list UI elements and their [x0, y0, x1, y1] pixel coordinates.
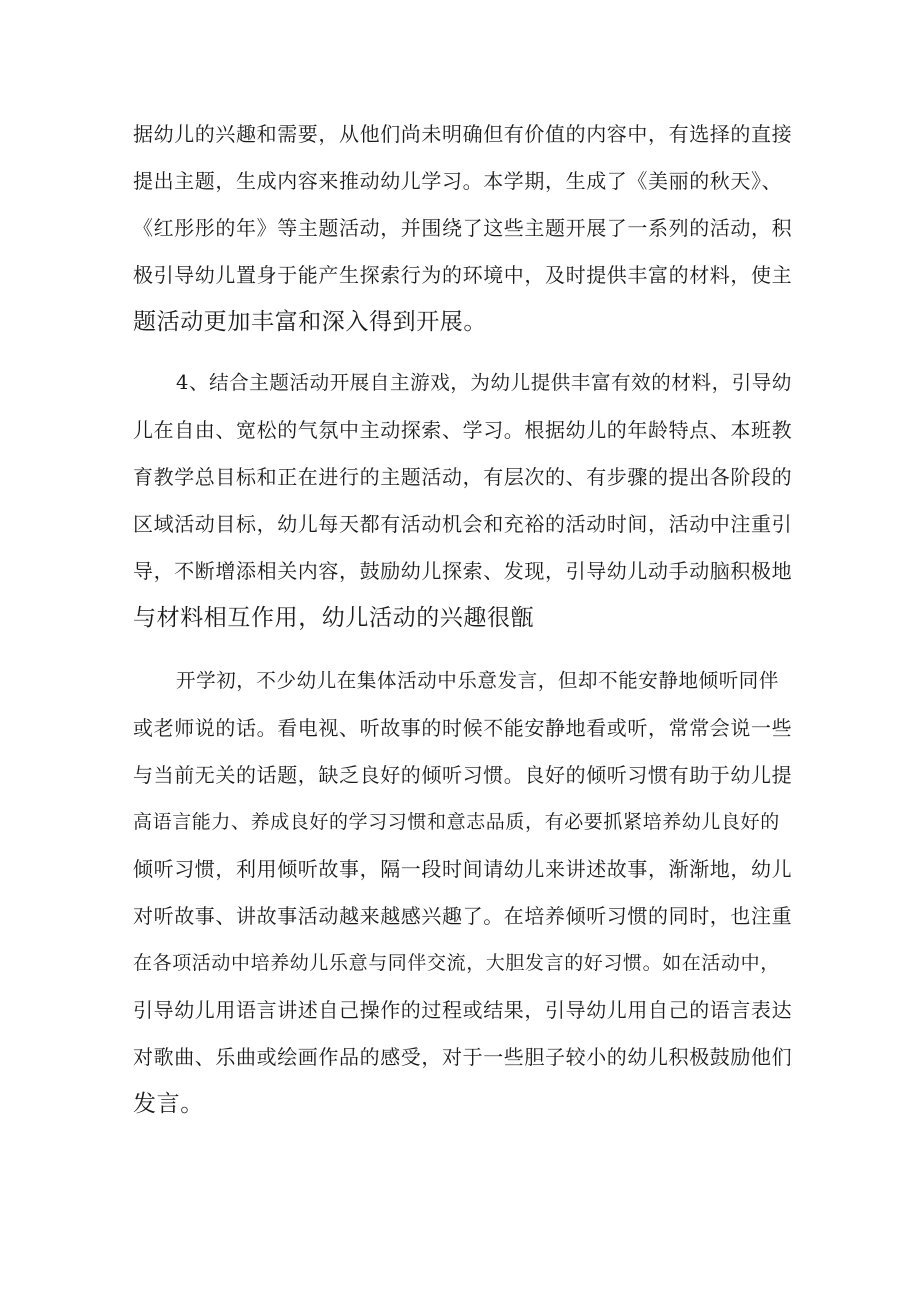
paragraph-line: 对听故事、讲故事活动越来越感兴趣了。在培养倾听习惯的同时，也注重: [133, 904, 793, 928]
paragraph-line: 4、结合主题活动开展自主游戏，为幼儿提供丰富有效的材料，引导幼: [176, 371, 793, 394]
paragraph-line: 倾听习惯，利用倾听故事，隔一段时间请幼儿来讲述故事，渐渐地，幼儿: [133, 857, 793, 881]
paragraph-line: 区域活动目标，幼儿每天都有活动机会和充裕的活动时间，活动中注重引: [133, 512, 793, 536]
paragraph-line: 与材料相互作用，幼儿活动的兴趣很甑: [133, 605, 535, 631]
paragraph-line: 在各项活动中培养幼儿乐意与同伴交流，大胆发言的好习惯。如在活动中，: [133, 952, 780, 974]
paragraph-line: 开学初，不少幼儿在集体活动中乐意发言，但却不能安静地倾听同伴: [176, 669, 780, 692]
paragraph-line: 极引导幼儿置身于能产生探索行为的环境中，及时提供丰富的材料，使主: [133, 263, 793, 287]
paragraph-line: 儿在自由、宽松的气氛中主动探索、学习。根据幼儿的年龄特点、本班教: [133, 418, 793, 442]
paragraph-line: 与当前无关的话题，缺乏良好的倾听习惯。良好的倾听习惯有助于幼儿提: [133, 763, 793, 787]
paragraph-line: 育教学总目标和正在进行的主题活动，有层次的、有步骤的提出各阶段的: [133, 465, 793, 489]
paragraph-line: 据幼儿的兴趣和需要，从他们尚未明确但有价值的内容中，有选择的直接: [133, 122, 793, 146]
paragraph-line: 提出主题，生成内容来推动幼儿学习。本学期，生成了《美丽的秋天》、: [133, 169, 783, 193]
paragraph-line: 题活动更加丰富和深入得到开展。: [133, 309, 487, 335]
paragraph-line: 《红彤彤的年》等主题活动，并围绕了这些主题开展了一系列的活动，积: [133, 216, 793, 240]
paragraph-line: 发言。: [133, 1091, 204, 1117]
paragraph-line: 对歌曲、乐曲或绘画作品的感受，对于一些胆子较小的幼儿积极鼓励他们: [133, 1045, 793, 1069]
paragraph-line: 或老师说的话。看电视、听故事的时候不能安静地看或听，常常会说一些: [133, 716, 793, 740]
paragraph-line: 高语言能力、养成良好的学习习惯和意志品质，有必要抓紧培养幼儿良好的: [133, 811, 780, 833]
paragraph-line: 导，不断增添相关内容，鼓励幼儿探索、发现，引导幼儿动手动脑积极地: [133, 559, 793, 583]
paragraph-line: 引导幼儿用语言讲述自己操作的过程或结果，引导幼儿用自己的语言表达: [133, 998, 793, 1022]
